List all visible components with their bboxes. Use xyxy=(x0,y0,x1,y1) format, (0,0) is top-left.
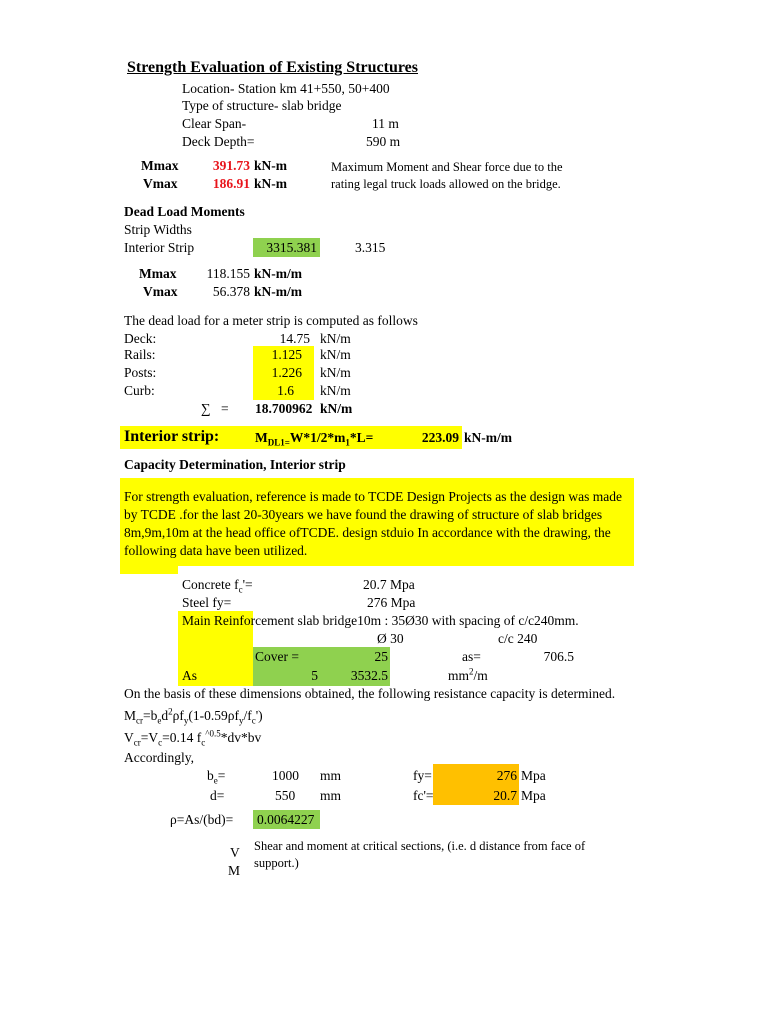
rho-label: ρ=As/(bd)= xyxy=(170,812,234,827)
dead-vmax-unit: kN-m/m xyxy=(254,284,302,299)
clear-span-value: 11 m xyxy=(372,116,399,131)
clear-span-label: Clear Span- xyxy=(182,116,247,131)
interior-formula-value: 223.09 xyxy=(421,430,459,445)
main-reinf-text: Main Reinforcement slab bridge10m : 35Ø30 with spacing of c/c240mm. xyxy=(182,613,579,628)
curb-value: 1.6 xyxy=(277,383,294,398)
interior-formula-unit: kN-m/m xyxy=(464,430,512,445)
fc-label: fc'= xyxy=(413,788,434,803)
as-small-value: 706.5 xyxy=(543,649,574,664)
bar-diameter: Ø 30 xyxy=(377,631,404,646)
live-mmax-value: 391.73 xyxy=(212,158,250,173)
dead-mmax-label: Mmax xyxy=(139,266,177,281)
interior-strip-m: 3.315 xyxy=(355,240,386,255)
sum-unit: kN/m xyxy=(320,401,353,416)
fy-label: fy= xyxy=(413,768,432,783)
live-mmax-unit: kN-m xyxy=(254,158,287,173)
deck-unit: kN/m xyxy=(320,331,351,346)
interior-strip-value: 3315.381 xyxy=(266,240,317,255)
cover-label: Cover = xyxy=(255,649,299,664)
fy-value: 276 xyxy=(496,768,517,783)
live-mmax-label: Mmax xyxy=(141,158,179,173)
vcr-formula: $V_{cr}=V_c=0.14$ $f_c^{\^{}0.5}*dv*bv$ xyxy=(124,728,262,748)
shear-v-label: V xyxy=(230,845,240,860)
as-value: 3532.5 xyxy=(350,668,388,683)
sum-value: 18.700962 xyxy=(255,401,313,416)
dead-vmax-label: Vmax xyxy=(143,284,178,299)
d-value: 550 xyxy=(275,788,296,803)
cover-value: 25 xyxy=(374,649,388,664)
page-title: Strength Evaluation of Existing Structures xyxy=(127,59,418,76)
deck-label: Deck: xyxy=(124,331,157,346)
live-vmax-unit: kN-m xyxy=(254,176,287,191)
live-note-line1: Maximum Moment and Shear force due to the xyxy=(331,160,563,174)
curb-label: Curb: xyxy=(124,383,155,398)
as-label: As xyxy=(182,668,198,683)
live-vmax-value: 186.91 xyxy=(212,176,250,191)
rho-value: 0.0064227 xyxy=(257,812,315,827)
strip-widths-label: Strip Widths xyxy=(124,222,192,237)
d-label: d= xyxy=(210,788,225,803)
bar-spacing: c/c 240 xyxy=(498,631,538,646)
interior-formula: $M_{DL1=}W*1/2*m_1*L=$ xyxy=(255,430,374,448)
fc-unit: Mpa xyxy=(521,788,546,803)
d-unit: mm xyxy=(320,788,342,803)
rails-value: 1.125 xyxy=(271,347,302,362)
capacity-paragraph-line: by TCDE .for the last 20-30years we have found the drawing of structure of slab bridges xyxy=(124,507,603,522)
steel-label: Steel fy= xyxy=(182,595,232,610)
concrete-label: Concrete $f_c'=$ xyxy=(182,577,253,595)
sum-equals: = xyxy=(221,401,229,416)
be-label: $b_e=$ xyxy=(207,768,226,786)
deck-value: 14.75 xyxy=(279,331,310,346)
steel-value: 276 Mpa xyxy=(367,595,416,610)
dead-mmax-value: 118.155 xyxy=(206,266,250,281)
live-note-line2: rating legal truck loads allowed on the bridge. xyxy=(331,177,561,191)
be-unit: mm xyxy=(320,768,342,783)
be-value: 1000 xyxy=(272,768,299,783)
shear-text-line2: support.) xyxy=(254,856,299,870)
basis-text: On the basis of these dimensions obtained, the following resistance capacity is determined. xyxy=(124,686,616,701)
fc-value: 20.7 xyxy=(493,788,517,803)
rails-unit: kN/m xyxy=(320,347,351,362)
posts-value: 1.226 xyxy=(271,365,302,380)
as-small-label: as= xyxy=(462,649,481,664)
capacity-heading: Capacity Determination, Interior strip xyxy=(124,457,346,472)
posts-unit: kN/m xyxy=(320,365,351,380)
structure-type-text: Type of structure- slab bridge xyxy=(182,98,342,113)
sum-symbol: ∑ xyxy=(201,401,211,416)
curb-unit: kN/m xyxy=(320,383,351,398)
capacity-paragraph-line: following data have been utilized. xyxy=(124,543,308,558)
deck-depth-value: 590 m xyxy=(366,134,401,149)
dead-mmax-unit: kN-m/m xyxy=(254,266,302,281)
interior-strip-label: Interior Strip xyxy=(124,240,195,255)
deck-depth-label: Deck Depth= xyxy=(182,134,255,149)
shear-text-line1: Shear and moment at critical sections, (i.e. d distance from face of xyxy=(254,839,586,853)
capacity-paragraph-highlight-tail xyxy=(120,566,178,574)
shear-m-label: M xyxy=(228,863,241,878)
live-vmax-label: Vmax xyxy=(143,176,178,191)
rails-label: Rails: xyxy=(124,347,156,362)
location-text: Location- Station km 41+550, 50+400 xyxy=(182,81,390,96)
mcr-formula: $M_{cr}=b_ed^2\rho f_y(1-0.59\rho f_y/f_c')$ xyxy=(124,706,263,726)
dead-load-heading: Dead Load Moments xyxy=(124,204,245,219)
concrete-value: 20.7 Mpa xyxy=(363,577,415,592)
posts-label: Posts: xyxy=(124,365,157,380)
capacity-paragraph-line: 8m,9m,10m at the head office ofTCDE. design stduio In accordance with the drawing, the xyxy=(124,525,611,540)
capacity-paragraph-line: For strength evaluation, reference is made to TCDE Design Projects as the design was made xyxy=(124,489,622,504)
dead-vmax-value: 56.378 xyxy=(212,284,250,299)
meter-strip-intro: The dead load for a meter strip is computed as follows xyxy=(124,313,418,328)
as-count: 5 xyxy=(311,668,318,683)
as-unit: $mm^2/m$ xyxy=(448,666,488,683)
fy-unit: Mpa xyxy=(521,768,546,783)
accordingly-text: Accordingly, xyxy=(124,750,194,765)
interior-strip-title: Interior strip: xyxy=(124,428,220,445)
